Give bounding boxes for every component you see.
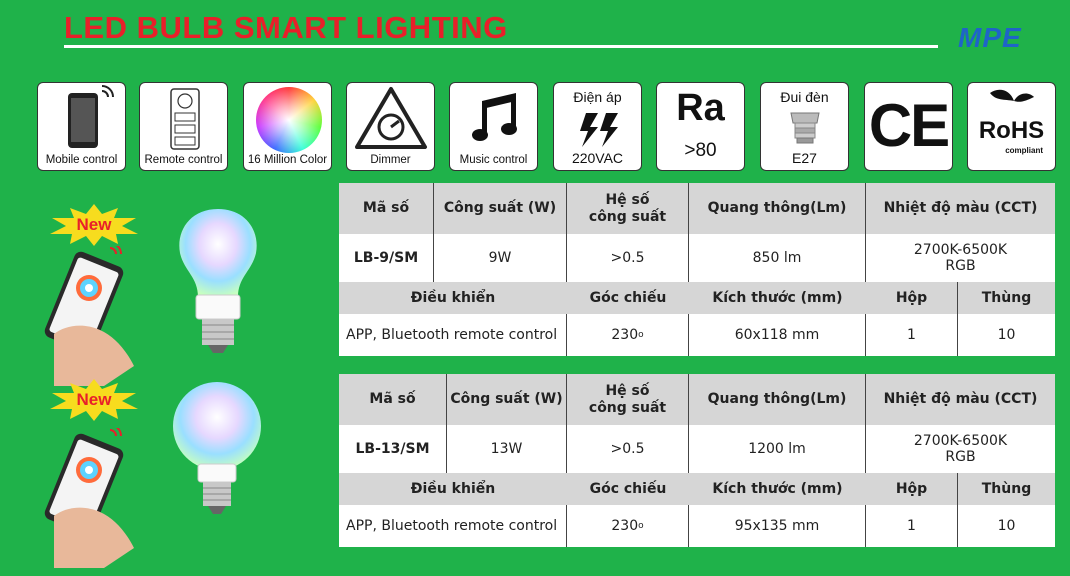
header-carton: Thùng xyxy=(981,480,1032,497)
header-code: Mã số xyxy=(339,183,434,234)
page-title: LED BULB SMART LIGHTING xyxy=(64,10,508,45)
cell-flux: 1200 lm xyxy=(689,425,866,473)
feature-top-label: Đui đèn xyxy=(780,89,829,105)
header-box: Hộp xyxy=(866,473,958,505)
cell-box: 1 xyxy=(866,314,958,356)
header-flux: Quang thông(Lm) xyxy=(689,183,866,234)
cell-cct-line1: 2700K-6500K xyxy=(913,241,1008,258)
feature-bottom-label: E27 xyxy=(792,150,817,166)
table-row xyxy=(339,425,1055,473)
table-header-row xyxy=(339,183,1055,234)
feature-label: Remote control xyxy=(144,154,223,166)
cell-cct-line2: RGB xyxy=(945,449,976,465)
ce-mark-icon: CE xyxy=(868,92,949,159)
header-power: Công suất (W) xyxy=(434,183,567,234)
phone-hand-illustration xyxy=(44,246,154,386)
title-underline xyxy=(64,45,938,48)
feature-bottom-label: >80 xyxy=(684,140,717,161)
cell-carton: 10 xyxy=(997,517,1016,534)
table-header-row xyxy=(339,374,1055,425)
feature-label: Music control xyxy=(459,154,528,166)
feature-label: Dimmer xyxy=(370,154,411,166)
ra-icon: Ra xyxy=(676,87,725,129)
feature-rohs xyxy=(967,82,1056,171)
header-power: Công suất (W) xyxy=(447,374,567,425)
header-size: Kích thước (mm) xyxy=(712,480,843,497)
table-row xyxy=(339,314,1055,356)
header-power-factor xyxy=(567,374,689,425)
new-badge xyxy=(44,202,144,246)
header-flux: Quang thông(Lm) xyxy=(689,374,866,425)
cell-code: LB-9/SM xyxy=(339,234,434,282)
header-pf-line1: Hệ số xyxy=(605,192,650,209)
cell-size: 95x135 mm xyxy=(689,505,866,547)
cell-control: APP, Bluetooth remote control xyxy=(339,314,567,356)
header-control: Điều khiển xyxy=(410,480,496,497)
new-badge-label: New xyxy=(76,390,112,409)
feature-socket xyxy=(760,82,849,171)
cell-carton: 10 xyxy=(997,326,1016,343)
table-header-row xyxy=(339,473,1055,505)
bulb-small-illustration xyxy=(168,205,268,365)
table-header-row xyxy=(339,282,1055,314)
feature-bottom-label: 220VAC xyxy=(571,150,624,166)
feature-mobile-control xyxy=(37,82,126,171)
cell-code: LB-13/SM xyxy=(339,425,447,473)
cell-cct-line2: RGB xyxy=(945,258,976,274)
feature-remote-control xyxy=(139,82,228,171)
cell-power: 9W xyxy=(434,234,567,282)
feature-icons xyxy=(37,82,1057,173)
feature-color xyxy=(243,82,332,171)
cell-pf: >0.5 xyxy=(567,425,689,473)
header-pf-line1: Hệ số xyxy=(605,383,650,400)
feature-music xyxy=(449,82,538,171)
header-angle: Góc chiếu xyxy=(589,289,667,306)
header-power-factor xyxy=(567,183,689,234)
brand-logo: MPE xyxy=(958,22,1022,53)
feature-dimmer xyxy=(346,82,435,171)
cell-box: 1 xyxy=(866,505,958,547)
header-pf-line2: công suất xyxy=(588,399,667,416)
feature-ce xyxy=(864,82,953,171)
rohs-icon: RoHS xyxy=(978,117,1045,144)
header-cct: Nhiệt độ màu (CCT) xyxy=(883,200,1038,217)
angle-unit: o xyxy=(638,329,644,340)
bulb-large-illustration xyxy=(162,380,272,525)
phone-hand-illustration xyxy=(44,428,154,568)
header-carton: Thùng xyxy=(981,289,1032,306)
header-angle: Góc chiếu xyxy=(589,480,667,497)
cell-pf: >0.5 xyxy=(567,234,689,282)
cell-control: APP, Bluetooth remote control xyxy=(339,505,567,547)
header-code: Mã số xyxy=(339,374,447,425)
table-row xyxy=(339,234,1055,282)
cell-cct xyxy=(866,425,1055,473)
new-badge xyxy=(44,377,144,421)
angle-value: 230 xyxy=(611,326,639,343)
cell-size: 60x118 mm xyxy=(689,314,866,356)
rohs-sub: compliant xyxy=(1005,146,1043,155)
feature-label: 16 Million Color xyxy=(247,154,328,166)
new-badge-label: New xyxy=(76,215,112,234)
feature-top-label: Điện áp xyxy=(573,89,622,105)
angle-unit: o xyxy=(638,520,644,531)
header-pf-line2: công suất xyxy=(588,208,667,225)
angle-value: 230 xyxy=(611,517,639,534)
feature-voltage xyxy=(553,82,642,171)
cell-angle xyxy=(567,505,689,547)
header-control: Điều khiển xyxy=(410,289,496,306)
cell-cct xyxy=(866,234,1055,282)
cell-angle xyxy=(567,314,689,356)
header-cct: Nhiệt độ màu (CCT) xyxy=(883,391,1038,408)
cell-power: 13W xyxy=(447,425,567,473)
header-size: Kích thước (mm) xyxy=(712,289,843,306)
spec-table-lb13 xyxy=(339,374,1055,547)
feature-ra xyxy=(656,82,745,171)
header-box: Hộp xyxy=(866,282,958,314)
feature-label: Mobile control xyxy=(45,154,118,166)
cell-flux: 850 lm xyxy=(689,234,866,282)
cell-cct-line1: 2700K-6500K xyxy=(913,432,1008,449)
spec-table-lb9 xyxy=(339,183,1055,356)
table-row xyxy=(339,505,1055,547)
